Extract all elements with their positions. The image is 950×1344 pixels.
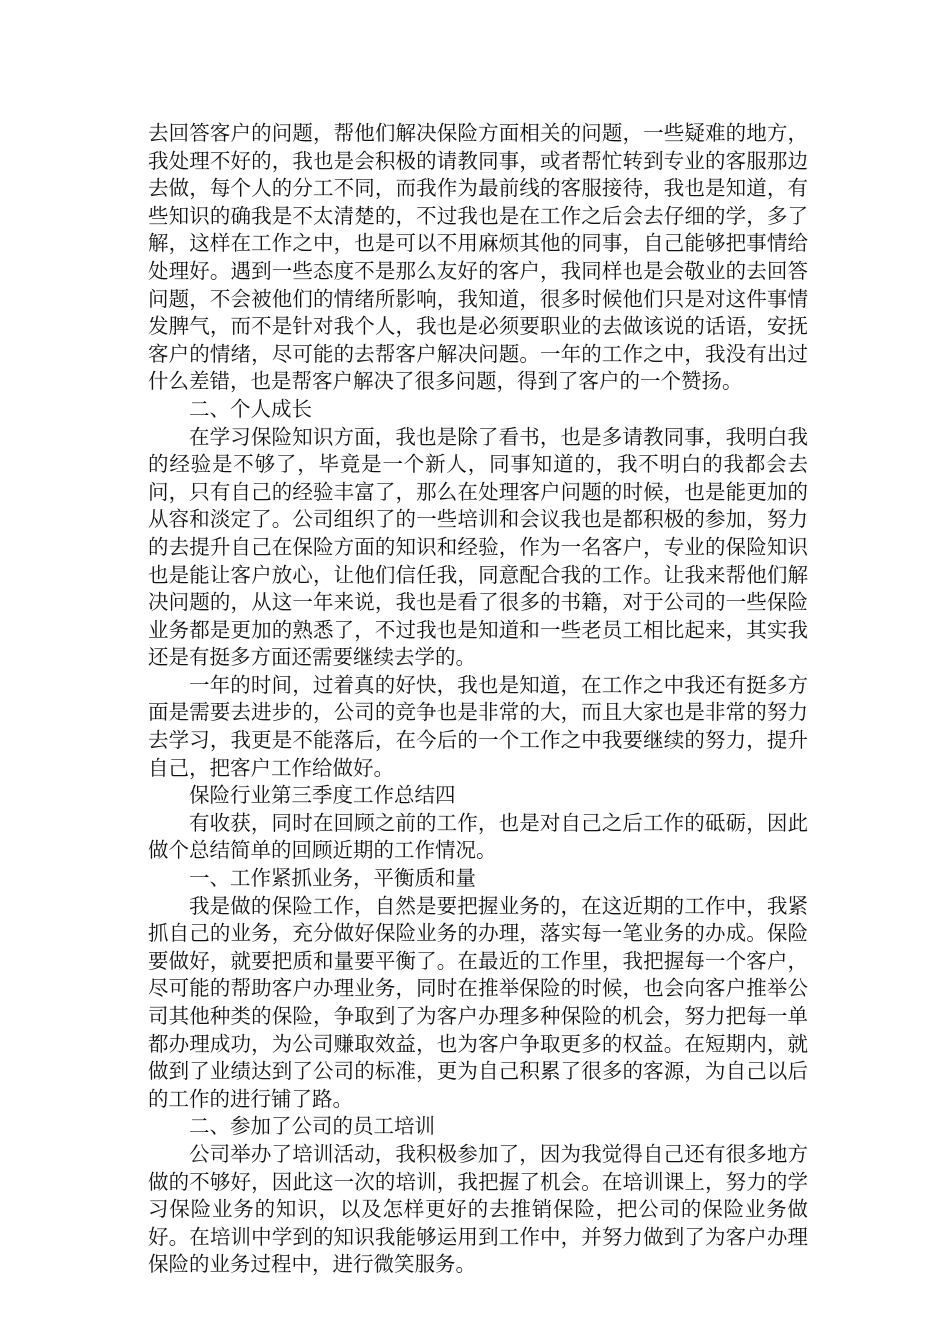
document-body — [148, 120, 808, 1279]
section-title-q3-summary-four: 保险行业第三季度工作总结四 — [189, 783, 456, 808]
paragraph-year-reflection: 一年的时间，过着真的好快，我也是知道，在工作之中我还有挺多方面是需要去进步的，公司的竞争也是非常的大，而且大家也是非常的努力去学习，我更是不能落后，在今后的一个工作之中我要继续的努力，提升自己，把客户工作给做好。 — [148, 672, 808, 780]
heading-focus-on-business: 一、工作紧抓业务，平衡质和量 — [189, 866, 476, 891]
paragraph-continued-customer-service: 去回答客户的问题，帮他们解决保险方面相关的问题，一些疑难的地方，我处理不好的，我也是会积极的请教同事，或者帮忙转到专业的客服那边去做，每个人的分工不同，而我作为最前线的客服接待，我也是知道，有些知识的确我是不太清楚的，不过我也是在工作之后会去仔细的学，多了解，这样在工作之中，也是可以不用麻烦其他的同事，自己能够把事情给处理好。遇到一些态度不是那么友好的客户，我同样也是会敬业的去回答问题，不会被他们的情绪所影响，我知道，很多时候他们只是对这件事情发脾气，而不是针对我个人，我也是必须要职业的去做该说的话语，安抚客户的情绪，尽可能的去帮客户解决问题。一年的工作之中，我没有出过什么差错，也是帮客户解决了很多问题，得到了客户的一个赞扬。 — [148, 121, 808, 394]
paragraph-training: 公司举办了培训活动，我积极参加了，因为我觉得自己还有很多地方做的不够好，因此这一次的培训，我把握了机会。在培训课上，努力的学习保险业务的知识，以及怎样更好的去推销保险，把公司的保险业务做好。在培训中学到的知识我能够运用到工作中，并努力做到了为客户办理保险的业务过程中，进行微笑服务。 — [148, 1141, 808, 1277]
paragraph-learning-insurance-knowledge: 在学习保险知识方面，我也是除了看书，也是多请教同事，我明白我的经验是不够了，毕竟是一个新人，同事知道的，我不明白的我都会去问，只有自己的经验丰富了，那么在处理客户问题的时候，也是能更加的从容和淡定了。公司组织了的一些培训和会议我也是都积极的参加，努力的去提升自己在保险方面的知识和经验，作为一名客户，专业的保险知识也是能让客户放心，让他们信任我，同意配合我的工作。让我来帮他们解决问题的，从这一年来说，我也是看了很多的书籍，对于公司的一些保险业务都是更加的熟悉了，不过我也是知道和一些老员工相比起来，其实我还是有挺多方面还需要继续去学的。 — [148, 424, 808, 670]
heading-personal-growth: 二、个人成长 — [189, 396, 312, 421]
paragraph-introduction: 有收获，同时在回顾之前的工作，也是对自己之后工作的砥砺，因此做个总结简单的回顾近期的工作情况。 — [148, 810, 808, 863]
paragraph-business-work: 我是做的保险工作，自然是要把握业务的，在这近期的工作中，我紧抓自己的业务，充分做好保险业务的办理，落实每一笔业务的办成。保险要做好，就要把质和量要平衡了。在最近的工作里，我把握每一个客户，尽可能的帮助客户办理业务，同时在推举保险的时候，也会向客户推举公司其他种类的保险，争取到了为客户办理多种保险的机会，努力把每一单都办理成功，为公司赚取效益，也为客户争取更多的权益。在短期内，就做到了业绩达到了公司的标准，更为自己积累了很多的客源，为自己以后的工作的进行铺了路。 — [148, 893, 808, 1111]
heading-staff-training: 二、参加了公司的员工培训 — [189, 1114, 435, 1139]
